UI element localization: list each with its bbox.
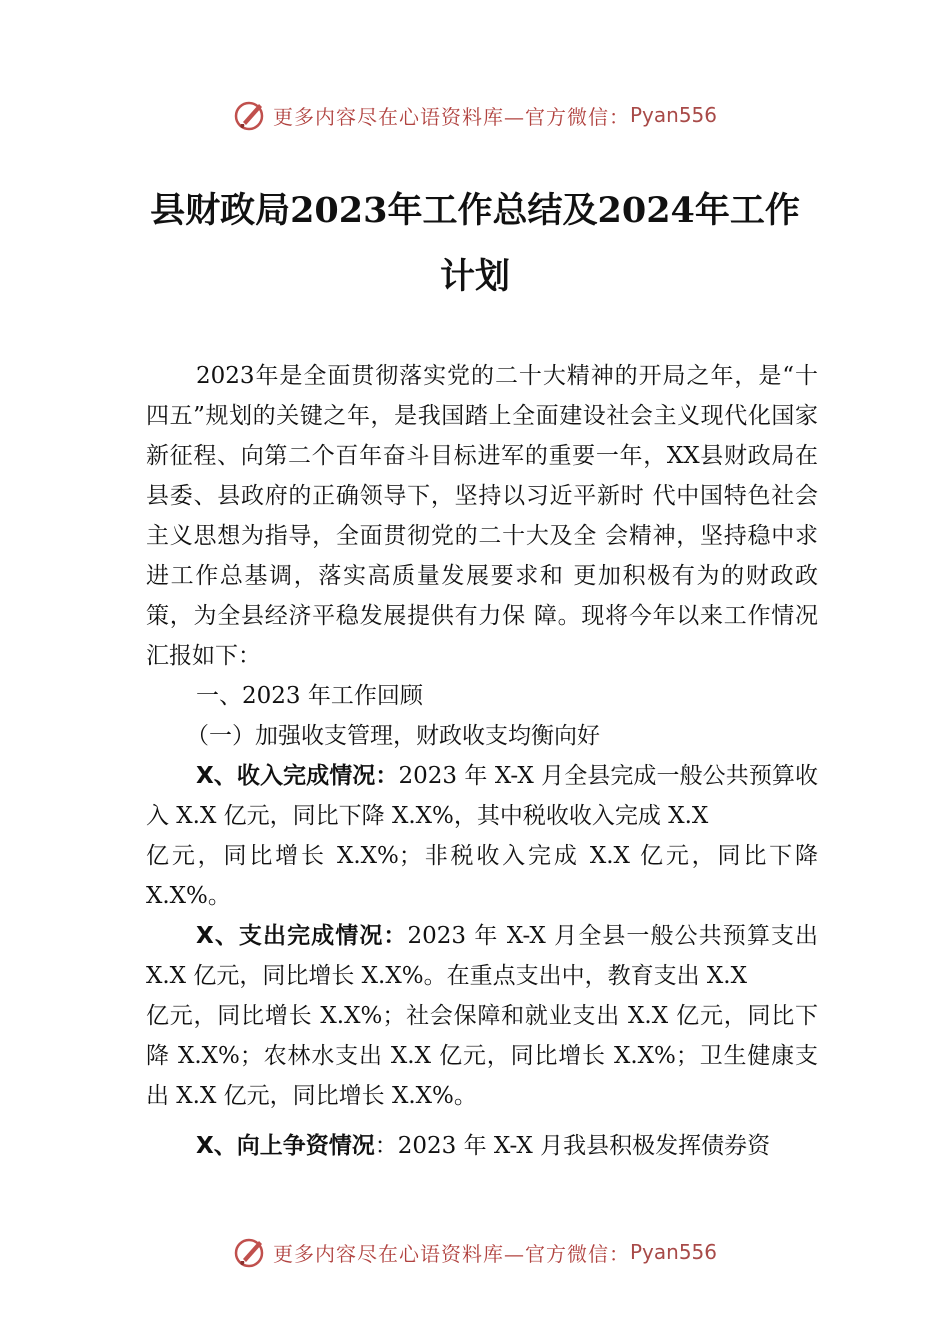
- intro-paragraph: 2023年是全面贯彻落实党的二十大精神的开局之年，是“十四五”规划的关键之年，是我国踏上全面建设社会主义现代化国家新征程、向第二个百年奋斗目标进军的重要一年，XX县财政局在县委、县政府的正确领导下，坚持以习近平新时 代中国特色社会主义思想为指导，全面贯彻党的二十大及全 会精神，坚持稳中求进工作总基调，落实高质量发展要求和 更加积极有为的财政政策，为全县经济平稳发展提供有力保 障。现将今年以来工作情况汇报如下：: [146, 363, 818, 669]
- funding-text: ：2023 年 X-X 月我县积极发挥债券资: [374, 1133, 771, 1159]
- expense-paragraph: [146, 916, 818, 996]
- expense-continued: 亿元，同比增长 X.X%；社会保障和就业支出 X.X 亿元，同比下降 X.X%；农林水支出 X.X 亿元，同比增长 X.X%；卫生健康支出 X.X 亿元，同比增长 X.X%。: [146, 1003, 818, 1109]
- brush-logo-icon: [233, 1235, 267, 1269]
- document-body: [146, 356, 818, 1166]
- funding-paragraph: [146, 1126, 818, 1166]
- document-title: [0, 178, 950, 310]
- income-paragraph: [146, 756, 818, 836]
- watermark-wechat-id: Pyan556: [629, 1240, 717, 1264]
- watermark-text: 更多内容尽在心语资料库—官方微信：: [272, 1241, 630, 1266]
- brush-logo-icon: [233, 98, 267, 132]
- income-continued: 亿元，同比增长 X.X%；非税收入完成 X.X 亿元，同比下降 X.X%。: [146, 843, 818, 909]
- expense-label: X、支出完成情况：: [196, 923, 408, 949]
- title-line-2: 计划: [439, 256, 510, 297]
- watermark-banner-bottom: [0, 1232, 950, 1272]
- watermark-banner-top: [0, 95, 950, 135]
- section-heading: 一、2023 年工作回顾: [196, 683, 423, 709]
- income-text: 2023 年 X-X 月全县完成一般公共预算收入 X.X 亿元，同比下降 X.X%，其中税收收入完成 X.X: [146, 763, 818, 829]
- funding-label: X、向上争资情况: [196, 1133, 375, 1159]
- title-line-1: 县财政局2023年工作总结及2024年工作: [150, 190, 800, 231]
- expense-text: 2023 年 X-X 月全县一般公共预算支出 X.X 亿元，同比增长 X.X%。在重点支出中，教育支出 X.X: [146, 923, 818, 989]
- subsection-heading: （一）加强收支管理，财政收支均衡向好: [186, 723, 600, 749]
- watermark-text: 更多内容尽在心语资料库—官方微信：: [272, 104, 630, 129]
- income-label: X、收入完成情况：: [196, 763, 399, 789]
- watermark-wechat-id: Pyan556: [629, 103, 717, 127]
